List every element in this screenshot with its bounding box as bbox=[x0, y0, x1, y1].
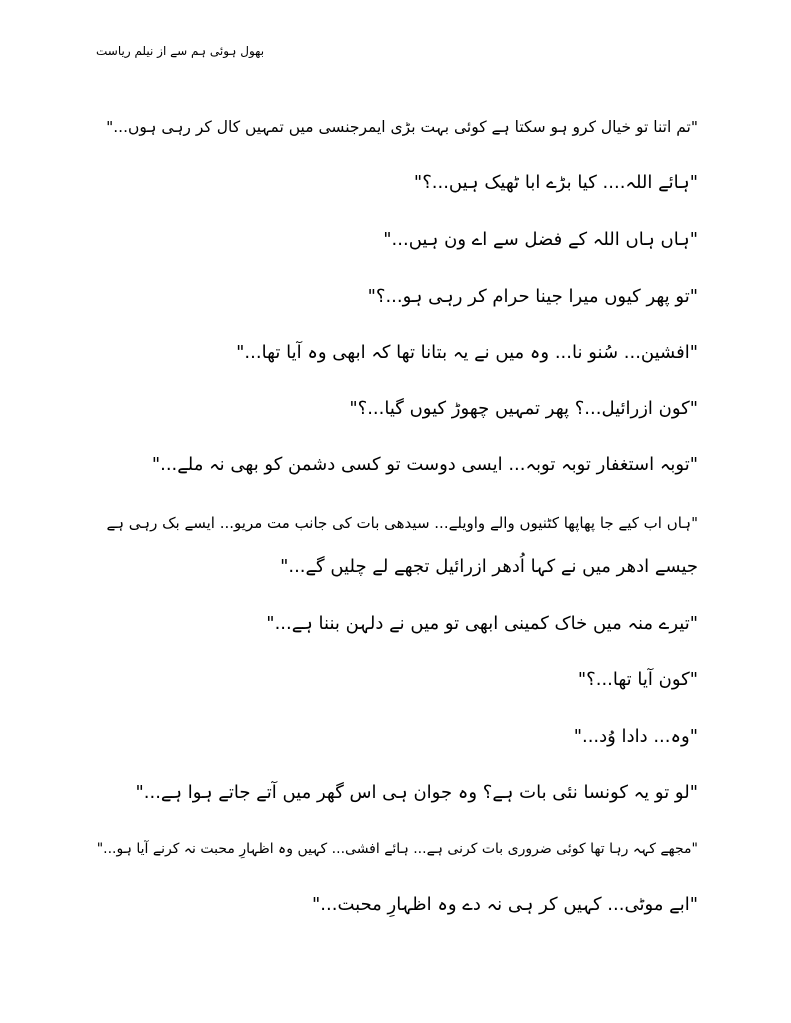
dialogue-line: "ہاں اب کیے جا پھاپھا کٹنیوں والے واویلے... سیدھی بات کی جانب مت مریو... ایسے بک رہی ہے bbox=[106, 514, 698, 532]
dialogue-line: "تم اتنا تو خیال کرو ہو سکتا ہے کوئی بہت بڑی ایمرجنسی میں تمہیں کال کر رہی ہوں..." bbox=[106, 118, 698, 136]
dialogue-line: "تو پھر کیوں میرا جینا حرام کر رہی ہو...؟" bbox=[367, 286, 698, 307]
dialogue-line-continuation: جیسے ادھر میں نے کہا اُدھر ازرائیل تجھے لے چلیں گے..." bbox=[280, 556, 698, 577]
dialogue-line: "کون ازرائیل...؟ پھر تمہیں چھوڑ کیوں گیا...؟" bbox=[349, 398, 698, 419]
dialogue-line: "ہاں ہاں اللہ کے فضل سے اے ون ہیں..." bbox=[383, 229, 698, 250]
dialogue-line: "ہائے اللہ.... کیا بڑے ابا ٹھیک ہیں...؟" bbox=[413, 172, 698, 193]
dialogue-line: "ابے موٹی... کہیں کر ہی نہ دے وہ اظہارِ محبت..." bbox=[312, 894, 698, 915]
dialogue-line: "تیرے منہ میں خاک کمینی ابھی تو میں نے دلہن بننا ہے..." bbox=[266, 613, 698, 634]
dialogue-line: "توبہ استغفار توبہ توبہ... ایسی دوست تو کسی دشمن کو بھی نہ ملے..." bbox=[151, 454, 698, 475]
dialogue-line: "وہ... دادا وُد..." bbox=[573, 726, 698, 747]
dialogue-line: "کون آیا تھا...؟" bbox=[577, 669, 698, 690]
running-header: بھول ہوئی ہم سے از نیلم ریاست bbox=[96, 44, 265, 58]
dialogue-line: "افشین... سُنو نا... وہ میں نے یہ بتانا تھا کہ ابھی وہ آیا تھا..." bbox=[236, 342, 698, 363]
dialogue-line: "لو تو یہ کونسا نئی بات ہے؟ وہ جوان ہی اس گھر میں آتے جاتے ہوا ہے..." bbox=[135, 782, 698, 803]
dialogue-line: "مجھے کہہ رہا تھا کوئی ضروری بات کرنی ہے... ہائے افشی... کہیں وہ اظہارِ محبت نہ کرنے آیا ہو..." bbox=[96, 841, 698, 857]
